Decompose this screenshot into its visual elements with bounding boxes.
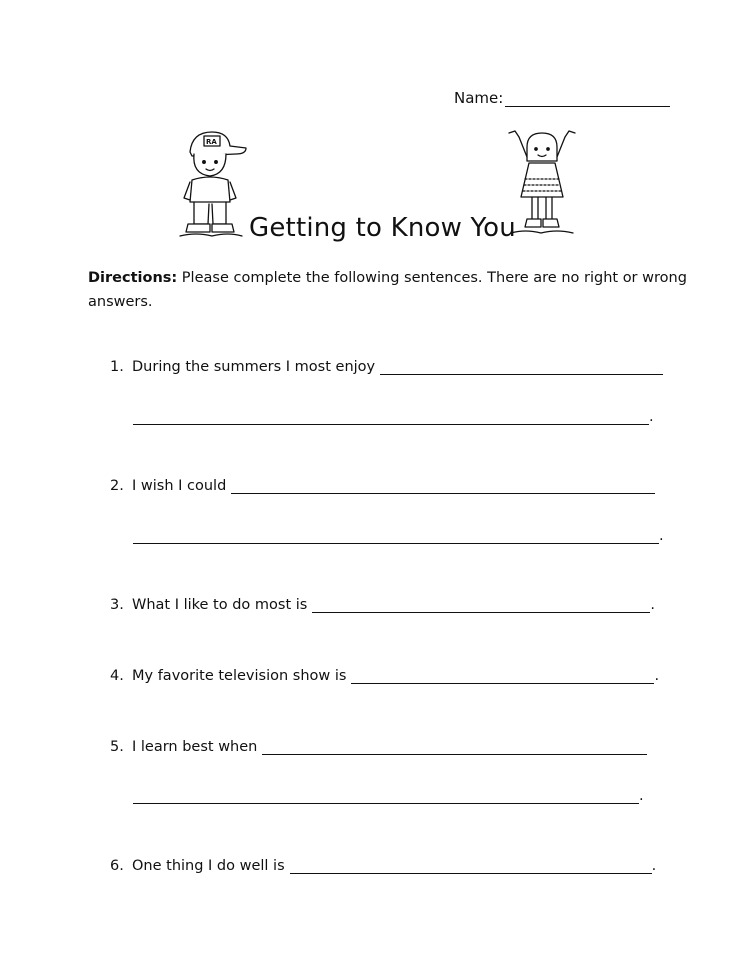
page-title: Getting to Know You: [249, 213, 516, 243]
answer-line[interactable]: [133, 410, 649, 425]
question-end: .: [659, 528, 664, 544]
directions-label: Directions:: [88, 270, 178, 286]
answer-line[interactable]: [133, 529, 659, 544]
question-prompt: My favorite television show is: [132, 668, 347, 684]
answer-line[interactable]: [380, 360, 663, 375]
question-end: .: [649, 409, 654, 425]
question-number: 3.: [110, 597, 124, 613]
name-label: Name:: [454, 89, 504, 107]
question-2-continuation: [133, 528, 664, 544]
question-prompt: What I like to do most is: [132, 597, 308, 613]
question-3: [110, 597, 655, 613]
directions-text: Please complete the following sentences. There are no right or wrong answers.: [88, 270, 687, 310]
question-6: [110, 858, 656, 874]
answer-line[interactable]: [351, 669, 654, 684]
question-end: .: [650, 597, 655, 613]
girl-clipart-icon: [505, 127, 579, 241]
svg-text:RA: RA: [206, 138, 217, 146]
question-prompt: I wish I could: [132, 478, 227, 494]
question-prompt: I learn best when: [132, 739, 258, 755]
directions: [88, 266, 688, 314]
name-blank-line[interactable]: [505, 90, 670, 107]
question-prompt: During the summers I most enjoy: [132, 359, 376, 375]
question-number: 2.: [110, 478, 124, 494]
answer-line[interactable]: [312, 598, 650, 613]
question-number: 6.: [110, 858, 124, 874]
answer-line[interactable]: [262, 740, 647, 755]
question-end: .: [654, 668, 660, 684]
question-prompt: One thing I do well is: [132, 858, 285, 874]
question-number: 1.: [110, 359, 124, 375]
question-number: 4.: [110, 668, 124, 684]
answer-line[interactable]: [290, 859, 652, 874]
question-4: [110, 668, 659, 684]
question-2: [110, 478, 655, 494]
name-field[interactable]: [454, 89, 670, 107]
question-5-continuation: [133, 788, 644, 804]
question-1-continuation: [133, 409, 654, 425]
answer-line[interactable]: [231, 479, 655, 494]
boy-clipart-icon: [176, 124, 250, 242]
answer-line[interactable]: [133, 789, 639, 804]
question-end: .: [639, 788, 644, 804]
question-number: 5.: [110, 739, 124, 755]
question-1: [110, 359, 663, 375]
question-end: .: [651, 858, 657, 874]
question-5: [110, 739, 647, 755]
